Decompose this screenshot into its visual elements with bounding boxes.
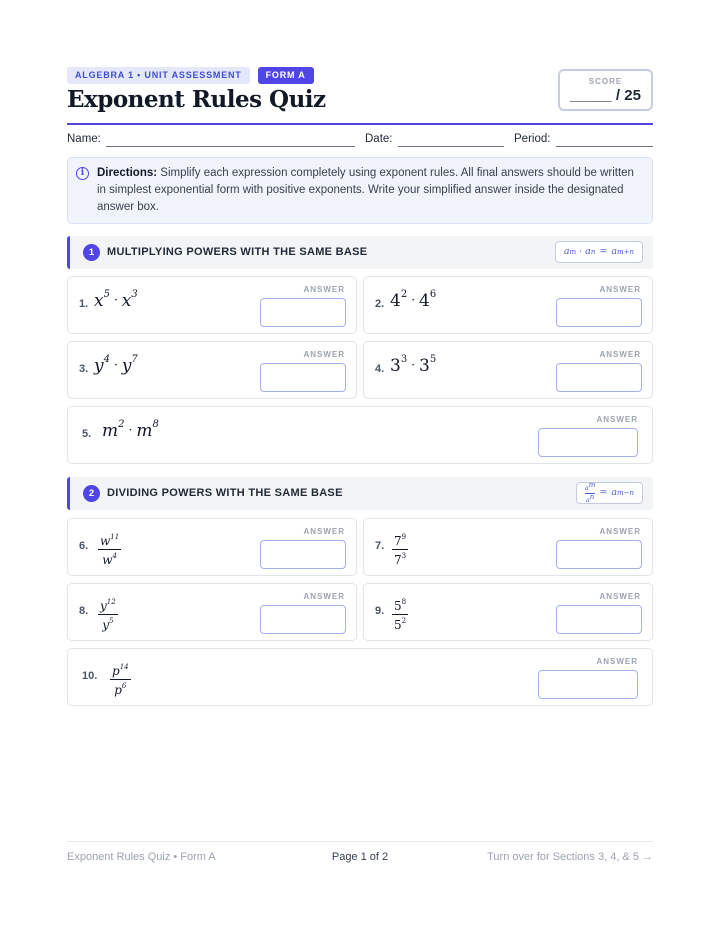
answer-label: ANSWER xyxy=(303,527,345,536)
question-fraction: $7^9$ $7^3$ xyxy=(394,533,407,567)
answer-label: ANSWER xyxy=(599,285,641,294)
answer-box[interactable] xyxy=(260,298,346,327)
period-label: Period: xyxy=(514,133,551,145)
question-card xyxy=(67,518,357,576)
question-card xyxy=(363,518,653,576)
answer-label: ANSWER xyxy=(596,657,638,666)
student-info-row xyxy=(67,133,653,149)
answer-label: ANSWER xyxy=(303,350,345,359)
answer-label: ANSWER xyxy=(303,285,345,294)
answer-box[interactable] xyxy=(260,363,346,392)
info-icon: i xyxy=(76,167,89,180)
score-value: _____ / 25 xyxy=(570,87,641,104)
title-divider xyxy=(67,123,653,125)
answer-box[interactable] xyxy=(556,605,642,634)
answer-label: ANSWER xyxy=(596,415,638,424)
answer-label: ANSWER xyxy=(599,350,641,359)
answer-box[interactable] xyxy=(260,540,346,569)
question-number: 2. xyxy=(375,298,385,310)
question-fraction: $y^{12}$ $y^5$ xyxy=(100,598,116,632)
name-label: Name: xyxy=(67,133,101,145)
question-card xyxy=(363,583,653,641)
question-card xyxy=(363,341,653,399)
footer-divider xyxy=(67,841,653,842)
section-title: DIVIDING POWERS WITH THE SAME BASE xyxy=(107,487,343,499)
answer-box[interactable] xyxy=(556,540,642,569)
answer-box[interactable] xyxy=(556,298,642,327)
question-number: 7. xyxy=(375,540,385,552)
section-2-header xyxy=(67,477,653,510)
answer-box[interactable] xyxy=(556,363,642,392)
question-number: 3. xyxy=(79,363,89,375)
question-card xyxy=(67,406,653,464)
question-expression: $m^2 \cdot m^8$ xyxy=(102,419,159,441)
name-field[interactable] xyxy=(106,146,355,147)
question-number: 1. xyxy=(79,298,89,310)
question-card xyxy=(67,341,357,399)
question-number: 6. xyxy=(79,540,89,552)
question-number: 10. xyxy=(82,670,98,682)
question-expression: $x^5 \cdot x^3$ xyxy=(94,289,138,311)
period-field[interactable] xyxy=(556,146,653,147)
question-expression: $4^2 \cdot 4^6$ xyxy=(390,289,437,311)
unit-tag: ALGEBRA 1 • UNIT ASSESSMENT xyxy=(67,67,250,84)
directions-lead: Directions: xyxy=(97,167,158,179)
form-tag: FORM A xyxy=(258,67,314,84)
directions-text xyxy=(97,165,644,216)
question-number: 4. xyxy=(375,363,385,375)
date-field[interactable] xyxy=(398,146,504,147)
question-number: 9. xyxy=(375,605,385,617)
question-card xyxy=(363,276,653,334)
page-number: Page 1 of 2 xyxy=(331,851,389,863)
answer-box[interactable] xyxy=(260,605,346,634)
question-number: 5. xyxy=(82,428,92,440)
quiz-page xyxy=(67,0,653,932)
directions-box xyxy=(67,157,653,224)
page-title: Exponent Rules Quiz xyxy=(67,86,326,113)
section-title: MULTIPLYING POWERS WITH THE SAME BASE xyxy=(107,246,368,258)
question-card xyxy=(67,276,357,334)
question-card xyxy=(67,583,357,641)
question-expression: $y^4 \cdot y^7$ xyxy=(94,354,138,376)
answer-box[interactable] xyxy=(538,428,638,457)
score-box xyxy=(558,69,653,111)
question-fraction: $p^{14}$ $p^6$ xyxy=(112,663,129,697)
product-rule-formula: a m · a n = a m+n xyxy=(555,241,643,263)
footer-left: Exponent Rules Quiz • Form A xyxy=(67,851,216,863)
section-1-header xyxy=(67,236,653,269)
answer-label: ANSWER xyxy=(303,592,345,601)
footer-right: Turn over for Sections 3, 4, & 5 → xyxy=(487,851,653,863)
answer-label: ANSWER xyxy=(599,592,641,601)
question-expression: $3^3 \cdot 3^5$ xyxy=(390,354,437,376)
score-label: SCORE xyxy=(588,77,623,86)
quotient-rule-formula: $\frac{a^m}{a^n}$ = a m−n xyxy=(576,482,643,504)
answer-box[interactable] xyxy=(538,670,638,699)
question-fraction: $w^{11}$ $w^4$ xyxy=(100,533,120,567)
question-number: 8. xyxy=(79,605,89,617)
header-tags xyxy=(67,67,314,84)
date-label: Date: xyxy=(365,133,393,145)
answer-label: ANSWER xyxy=(599,527,641,536)
question-card xyxy=(67,648,653,706)
question-fraction: $5^8$ $5^2$ xyxy=(394,598,407,632)
section-number: 2 xyxy=(83,485,100,502)
section-number: 1 xyxy=(83,244,100,261)
directions-body: Simplify each expression completely using exponent rules. All final answers should be written in simplest exponential form with positive exponents. Write your simplified answer inside the designated answer box. xyxy=(97,167,634,213)
